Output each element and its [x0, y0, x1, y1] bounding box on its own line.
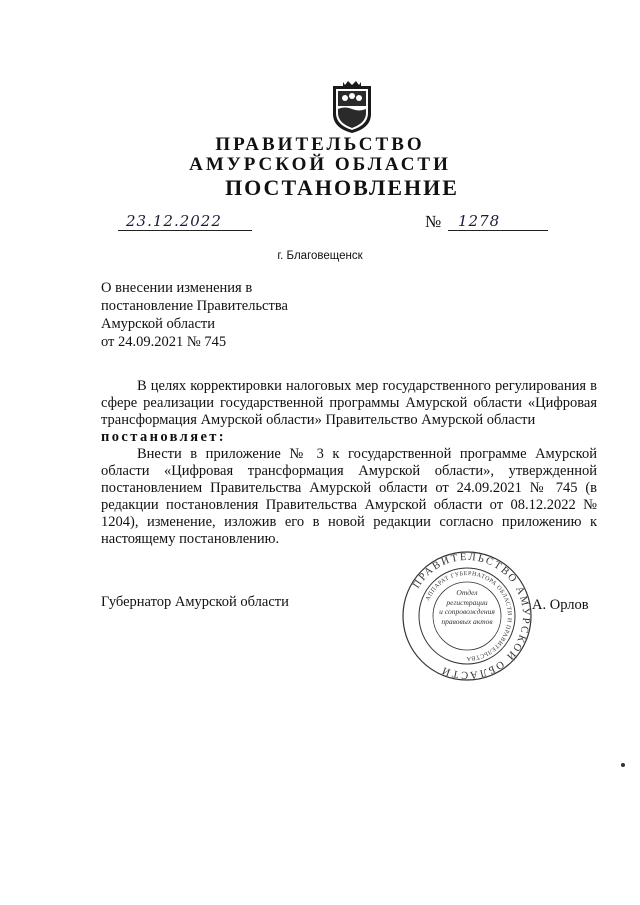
document-number: 1278 — [458, 212, 501, 230]
stamp-outer-text: ПРАВИТЕЛЬСТВО АМУРСКОЙ ОБЛАСТИ — [411, 551, 532, 681]
document-type-title: ПОСТАНОВЛЕНИЕ — [225, 175, 459, 200]
stamp-center-text — [415, 588, 519, 626]
document-body — [101, 378, 597, 548]
stamp-inner-text: АППАРАТ ГУБЕРНАТОРА ОБЛАСТИ И ПРАВИТЕЛЬСТВА — [425, 570, 513, 662]
preamble-paragraph: В целях корректировки налоговых мер государственного регулирования в сфере реализации государственной программы Амурской области «Цифровая трансформация Амурской области» Правительство Амурской области — [101, 378, 597, 428]
subject-line: постановление Правительства — [101, 298, 288, 314]
subject-block — [101, 279, 288, 351]
signatory-title: Губернатор Амурской области — [101, 594, 289, 610]
resolves-word: постановляет: — [101, 429, 227, 445]
stamp-center-line: правовых актов — [441, 616, 493, 626]
region-heading: АМУРСКОЙ ОБЛАСТИ — [189, 154, 451, 175]
stamp-center-line: регистрации — [446, 597, 488, 607]
subject-line: от 24.09.2021 № 745 — [101, 334, 227, 350]
document-date: 23.12.2022 — [126, 212, 222, 230]
government-heading: ПРАВИТЕЛЬСТВО — [215, 134, 425, 155]
stamp-center-line: Отдел — [456, 588, 478, 597]
signatory-name: А. Орлов — [532, 597, 589, 613]
operative-paragraph: Внести в приложение № 3 к государственной программе Амурской области «Цифровая трансформация Амурской области», утвержденной постановлением Правительства Амурской области от 24.09.2021 № 745 (в редакции постановления Правительства Амурской области от 08.12.2022 № 1204), изменение, изложив его в новой редакции согласно приложению к настоящему постановлению. — [101, 446, 597, 547]
subject-line: Амурской области — [101, 316, 215, 332]
scan-speck — [621, 763, 625, 767]
stamp-center-line: и сопровождения — [439, 607, 495, 616]
number-sign: № — [425, 212, 442, 231]
coat-of-arms-icon — [329, 80, 375, 134]
city-label: г. Благовещенск — [277, 250, 363, 262]
subject-line: О внесении изменения в — [101, 280, 253, 296]
